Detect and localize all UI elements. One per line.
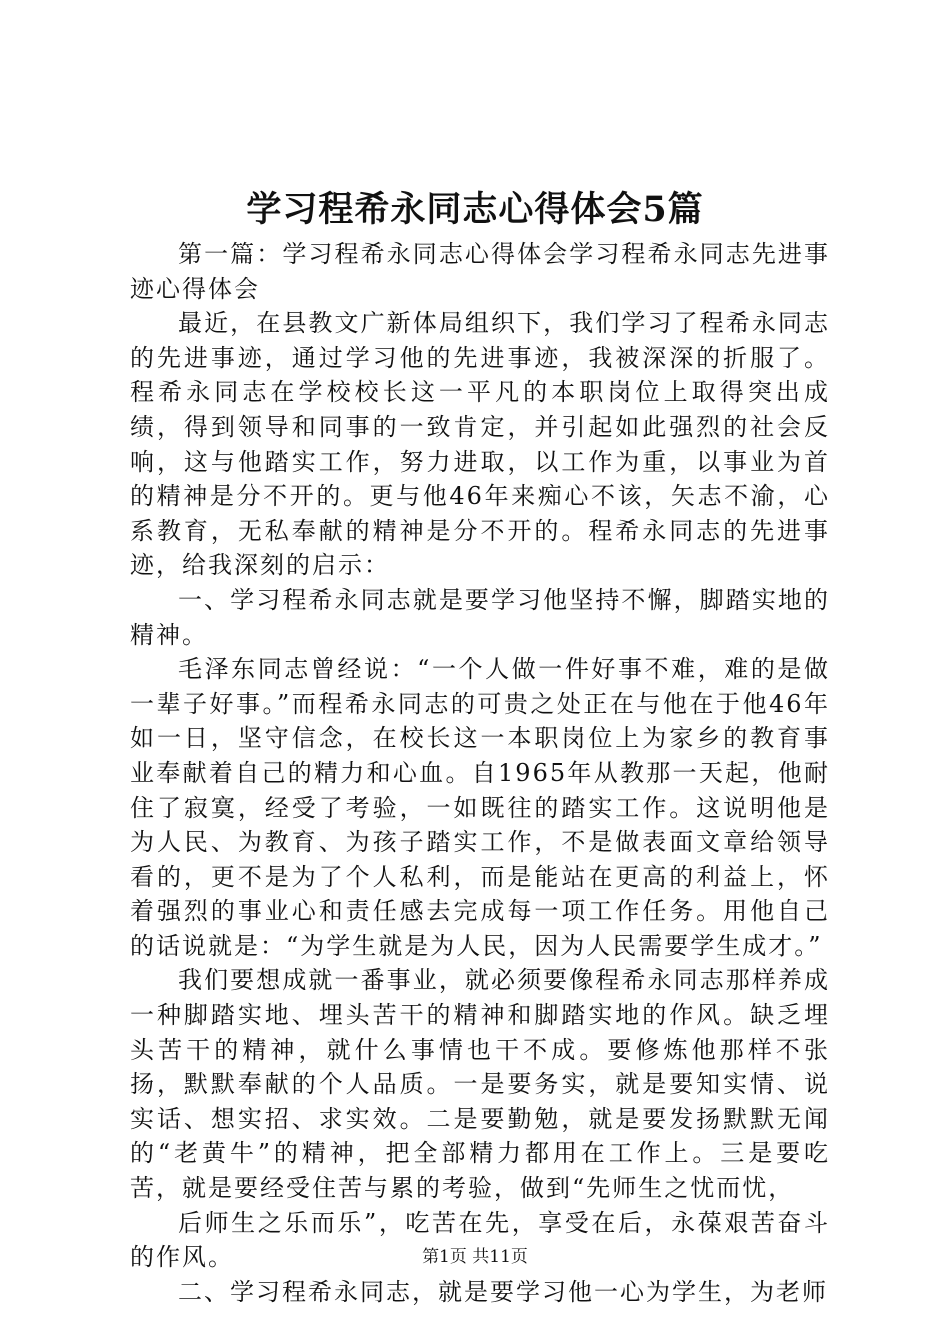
document-body [130,237,830,1309]
paragraph: 毛泽东同志曾经说：“一个人做一件好事不难，难的是做一辈子好事。”而程希永同志的可贵之处正在与他在于他46年如一日，坚守信念，在校长这一本职岗位上为家乡的教育事业奉献着自己的精力和心血。自1965年从教那一天起，他耐住了寂寞，经受了考验，一如既往的踏实工作。这说明他是为人民、为教育、为孩子踏实工作，不是做表面文章给领导看的，更不是为了个人私利，而是能站在更高的利益上，怀着强烈的事业心和责任感去完成每一项工作任务。用他自己的话说就是：“为学生就是为人民，因为人民需要学生成才。” [130,655,830,960]
paragraph: 二、学习程希永同志，就是要学习他一心为学生，为老师 [178,1277,828,1306]
paragraph: 我们要想成就一番事业，就必须要像程希永同志那样养成一种脚踏实地、埋头苦干的精神和脚踏实地的作风。缺乏埋头苦干的精神，就什么事情也干不成。要修炼他那样不张扬，默默奉献的个人品质。一是要务实，就是要知实情、说实话、想实招、求实效。二是要勤勉，就是要发扬默默无闻的“老黄牛”的精神，把全部精力都用在工作上。三是要吃苦，就是要经受住苦与累的考验，做到“先师生之忧而忧， [130,966,830,1203]
paragraph: 一、学习程希永同志就是要学习他坚持不懈，脚踏实地的精神。 [130,585,830,649]
paragraph: 最近，在县教文广新体局组织下，我们学习了程希永同志的先进事迹，通过学习他的先进事迹，我被深深的折服了。程希永同志在学校校长这一平凡的本职岗位上取得突出成绩，得到领导和同事的一致肯定，并引起如此强烈的社会反响，这与他踏实工作，努力进取，以工作为重，以事业为首的精神是分不开的。更与他46年来痴心不该，矢志不渝，心系教育，无私奉献的精神是分不开的。程希永同志的先进事迹，给我深刻的启示： [130,309,830,580]
document-title: 学习程希永同志心得体会5篇 [246,189,704,230]
paragraph: 第一篇：学习程希永同志心得体会学习程希永同志先进事迹心得体会 [130,240,830,303]
paragraph: 后师生之乐而乐”，吃苦在先，享受在后，永葆艰苦奋斗的作风。 [130,1208,830,1272]
page-footer: 第1页 共11页 [422,1247,528,1267]
